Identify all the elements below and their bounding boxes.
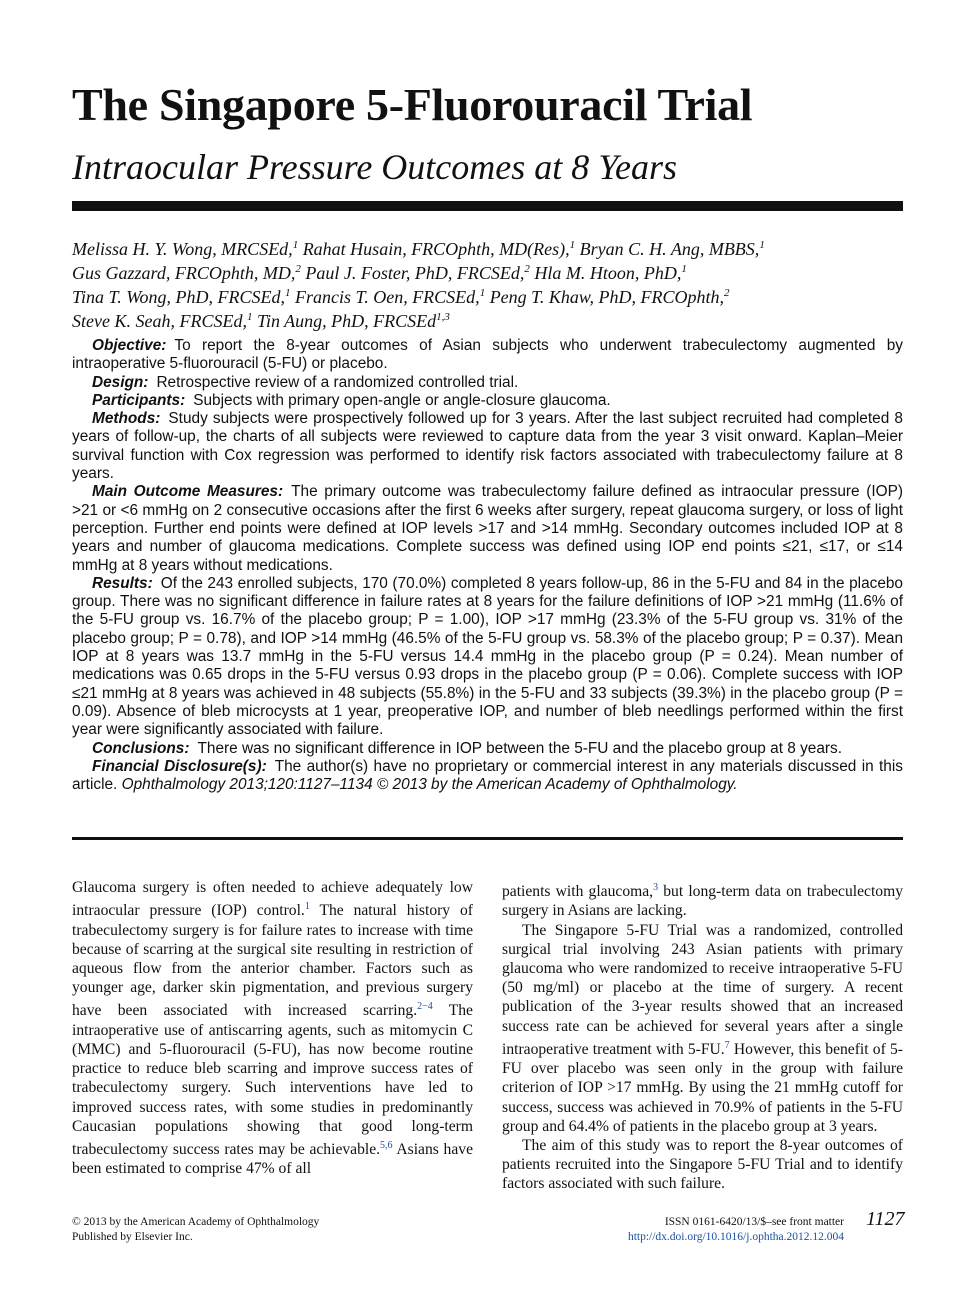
- abstract-main-outcome: Main Outcome Measures: The primary outcome was trabeculectomy failure defined as intraocular pressure (IOP) >21 or <6 mmHg on 2 consecutive occasions after the first 6 weeks after surgery, repeat glaucoma surgery, or loss of light perception. Further end points were defined at IOP levels >17 and >14 mmHg. Secondary outcomes included IOP at 8 years and number of glaucoma medications. Complete success was defined using IOP end points ≤21, ≤17, or ≤14 mmHg at 8 years without medications.: [72, 483, 903, 574]
- author-line: Tina T. Wong, PhD, FRCSEd,$^1$ Francis T. Oen, FRCSEd,$^1$ Peng T. Khaw, PhD, FRCOphth,$^2$: [72, 287, 730, 307]
- footer-issn: ISSN 0161-6420/13/$–see front matter http://dx.doi.org/10.1016/j.ophtha.2012.12.004: [627, 1216, 844, 1243]
- journal-citation: Ophthalmology 2013;120:1127–1134 © 2013 by the American Academy of Ophthalmology.: [121, 776, 738, 794]
- reference-link[interactable]: 3: [653, 882, 659, 893]
- footer-copyright: © 2013 by the American Academy of Ophthalmology Published by Elsevier Inc.: [72, 1216, 320, 1243]
- doi-link[interactable]: http://dx.doi.org/10.1016/j.ophtha.2012.12.004: [627, 1231, 844, 1243]
- abstract-design: Design: Retrospective review of a randomized controlled trial.: [92, 373, 519, 391]
- body-column-right: [502, 878, 903, 1194]
- reference-link[interactable]: 7: [724, 1039, 730, 1051]
- reference-link[interactable]: 5,6: [380, 1140, 393, 1152]
- body-paragraph: Glaucoma surgery is often needed to achieve adequately low intraocular pressure (IOP) control.$^1$ The natural history of trabeculectomy surgery is for failure rates to increase with time because of scarring at the surgical site resulting in restriction of aqueous flow from the anterior chamber. Factors such as younger age, darker skin pigmentation, and previous surgery have been associated with increased scarring.$^{2-4}$ The intraoperative use of antiscarring agents, such as mitomycin C (MMC) and 5-fluorouracil (5-FU), has now become routine practice to reduce bleb scarring and improve success rates of trabeculectomy surgery. Such interventions have led to improved success rates, with some studies in predominantly Caucasian populations showing that good long-term trabeculectomy success rates may be achievable.$^{5,6}$ Asians have been estimated to comprise 47% of all: [72, 879, 474, 1178]
- abstract-results: Results: Of the 243 enrolled subjects, 170 (70.0%) completed 8 years follow-up, 86 in the 5-FU and 84 in the placebo group. There was no significant difference in failure rates at 8 years for the failure definitions of IOP >21 mmHg (11.6% of the 5-FU group vs. 16.7% of the placebo group; P = 1.00), IOP >17 mmHg (23.3% of the 5-FU group vs. 31% of the placebo group; P = 0.78), and IOP >14 mmHg (46.5% of the 5-FU group vs. 58.3% of the placebo group; P = 0.37). Mean IOP at 8 years was 13.7 mmHg in the 5-FU versus 14.4 mmHg in the placebo group (P = 0.24). Mean number of medications was 0.65 drops in the 5-FU versus 0.93 drops in the placebo group (P = 0.06). Complete success with IOP ≤21 mmHg at 8 years was achieved in 48 subjects (55.8%) in the 5-FU and 33 subjects (39.3%) in the placebo group (P = 0.09). Absence of bleb microcysts at 1 year, preoperative IOP, and number of bleb needlings performed within the first year were significantly associated with failure.: [72, 574, 903, 739]
- abstract-objective: Objective: To report the 8-year outcomes of Asian subjects who underwent trabeculectomy augmented by intraoperative 5-fluorouracil (5-FU) or placebo.: [72, 337, 903, 373]
- title-divider: [72, 201, 903, 211]
- reference-link[interactable]: 1: [304, 901, 310, 913]
- author-line: Steve K. Seah, FRCSEd,$^1$ Tin Aung, PhD, FRCSEd$^{1,3}$: [72, 311, 450, 331]
- body-paragraph: patients with glaucoma,$^3$ but long-term data on trabeculectomy surgery in Asians are lacking.: [502, 882, 903, 920]
- abstract-participants: Participants: Subjects with primary open-angle or angle-closure glaucoma.: [92, 391, 611, 409]
- abstract-disclosure: Financial Disclosure(s): The author(s) have no proprietary or commercial interest in any materials discussed in this article. Ophthalmology 2013;120:1127–1134 © 2013 by the American Academy of Ophthalmology.: [72, 757, 903, 794]
- body-paragraph: The aim of this study was to report the 8-year outcomes of patients recruited into the Singapore 5-FU Trial and to identify factors associated with such failure.: [502, 1137, 903, 1193]
- article-title: The Singapore 5-Fluorouracil Trial: [72, 79, 753, 130]
- author-line: Melissa H. Y. Wong, MRCSEd,$^1$ Rahat Husain, FRCOphth, MD(Res),$^1$ Bryan C. H. Ang, MBBS,$^1$: [72, 239, 765, 259]
- body-column-left: [72, 878, 473, 1179]
- abstract-divider: [72, 837, 903, 840]
- author-line: Gus Gazzard, FRCOphth, MD,$^2$ Paul J. Foster, PhD, FRCSEd,$^2$ Hla M. Htoon, PhD,$^1$: [72, 263, 687, 283]
- page-number: 1127: [866, 1208, 905, 1230]
- body-paragraph: The Singapore 5-FU Trial was a randomized, controlled surgical trial involving 243 Asian patients with primary glaucoma who were randomized to receive intraoperative 5-FU (50 mg/ml) or placebo at the time of surgery. A recent publication of the 3-year results showed that an increased success rate can be achieved for several years after a single intraoperative treatment with 5-FU.$^7$ However, this benefit of 5-FU over placebo was seen only in the group with failure criterion of IOP >17 mmHg. By using the 21 mmHg cutoff for success, success was achieved in 70.9% of patients in the 5-FU group and 64.4% of patients in the placebo group at 3 years.: [502, 921, 903, 1135]
- abstract: [72, 337, 903, 794]
- article-subtitle: Intraocular Pressure Outcomes at 8 Years: [72, 147, 677, 187]
- reference-link[interactable]: 2−4: [417, 1001, 433, 1013]
- abstract-methods: Methods: Study subjects were prospectively followed up for 3 years. After the last subject recruited had completed 8 years of follow-up, the charts of all subjects were reviewed to capture data from the year 3 visit onward. Kaplan–Meier survival function with Cox regression was performed to identify risk factors associated with trabeculectomy failure at 8 years.: [72, 410, 903, 483]
- author-list: [72, 235, 903, 331]
- abstract-conclusions: Conclusions: There was no significant difference in IOP between the 5-FU and the placebo group at 8 years.: [92, 739, 842, 757]
